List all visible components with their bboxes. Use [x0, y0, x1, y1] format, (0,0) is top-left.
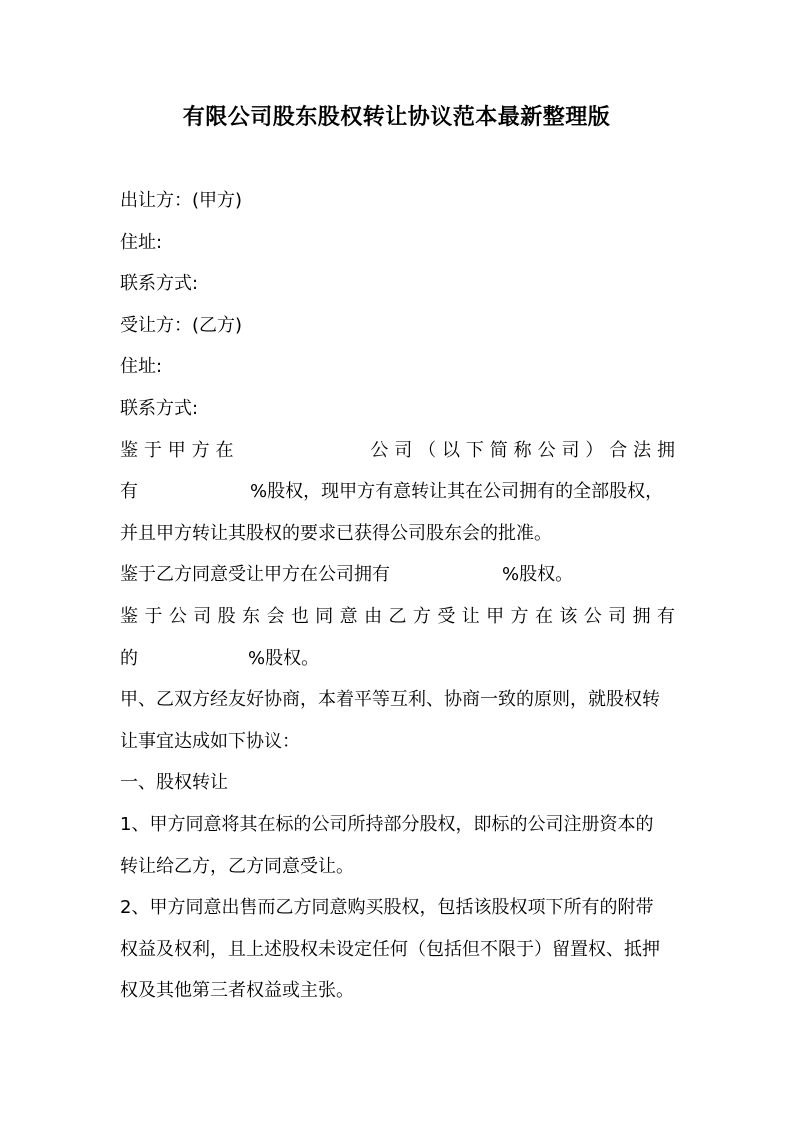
- recital-3-text-b: 的: [120, 647, 138, 669]
- document-title: 有限公司股东股权转让协议范本最新整理版: [182, 105, 611, 130]
- clause-1-line-1: 1、甲方同意将其在标的公司所持部分股权，即标的公司注册资本的: [120, 813, 654, 835]
- recital-3-text-c: %股权。: [248, 647, 320, 669]
- recital-1-line-2: [120, 471, 675, 513]
- recital-1-text-a: 鉴于甲方在: [120, 439, 240, 461]
- document-body: [120, 180, 675, 1012]
- transferee-label: 受让方：(乙方): [120, 314, 243, 336]
- transferee-address-label: 住址:: [120, 356, 163, 378]
- recital-1-line-3: 并且甲方转让其股权的要求已获得公司股东会的批准。: [120, 522, 552, 544]
- recital-1-text-d: %股权，现甲方有意转让其在公司拥有的全部股权，: [250, 481, 664, 503]
- recital-2-text-b: %股权。: [502, 564, 574, 586]
- clause-2-line-3: 权及其他第三者权益或主张。: [120, 980, 354, 1002]
- recital-1-text-b: 公司（以下简称公司）合法拥: [364, 439, 675, 461]
- transferor-contact-label: 联系方式:: [120, 273, 199, 295]
- recital-2-text-a: 鉴于乙方同意受让甲方在公司拥有: [120, 564, 390, 586]
- section-1-heading: 一、股权转让: [120, 772, 228, 794]
- clause-1-line-2: 转让给乙方，乙方同意受让。: [120, 855, 354, 877]
- transferor-label: 出让方：(甲方): [120, 190, 243, 211]
- preamble-line-2: 让事宜达成如下协议：: [120, 730, 300, 752]
- preamble-line-1: 甲、乙双方经友好协商，本着平等互利、协商一致的原则，就股权转: [120, 689, 660, 711]
- recital-3-line-1: 鉴于公司股东会也同意由乙方受让甲方在该公司拥有: [120, 605, 675, 627]
- clause-2-line-1: 2、甲方同意出售而乙方同意购买股权，包括该股权项下所有的附带: [120, 897, 654, 919]
- transferor-address-label: 住址:: [120, 231, 163, 253]
- transferee-contact-label: 联系方式:: [120, 397, 199, 419]
- recital-3-line-2: [120, 638, 675, 680]
- recital-1-text-c: 有: [120, 481, 138, 503]
- recital-1-line-1: [120, 430, 675, 472]
- recital-2-line: [120, 554, 675, 596]
- clause-2-line-2: 权益及权利，且上述股权未设定任何（包括但不限于）留置权、抵押: [120, 938, 660, 960]
